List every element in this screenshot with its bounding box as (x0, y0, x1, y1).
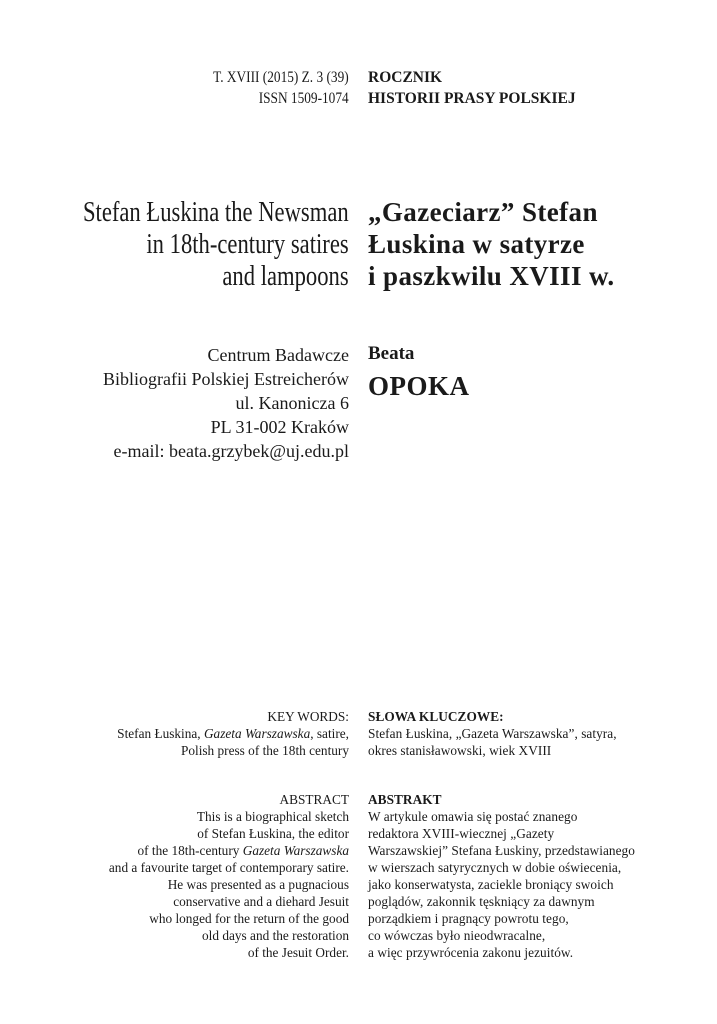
abstract-en-line: of the 18th-century Gazeta Warszawska (137, 843, 349, 858)
volume-number: T. XVIII (2015) Z. 3 (39) (213, 69, 349, 86)
keywords-en-heading: KEY WORDS: (267, 709, 349, 724)
abstract-pl-line: a więc przywrócenia zakonu jezuitów. (368, 945, 574, 960)
issn-number: ISSN 1509-1074 (259, 90, 349, 107)
keywords-pl-line: okres stanisławowski, wiek XVIII (368, 743, 552, 758)
abstract-pl-line: redaktora XVIII-wiecznej „Gazety (368, 826, 555, 841)
affiliation-line: Bibliografii Polskiej Estreicherów (103, 369, 349, 389)
keywords-pl-line: Stefan Łuskina, „Gazeta Warszawska”, satyra, (368, 726, 617, 741)
affiliation-line: PL 31-002 Kraków (210, 417, 349, 437)
author-email: e-mail: beata.grzybek@uj.edu.pl (113, 441, 349, 461)
title-polish (368, 196, 615, 292)
keywords-en-line: Polish press of the 18th century (180, 743, 349, 758)
abstract-en-line: He was presented as a pugnacious (167, 877, 349, 892)
abstract-polish (368, 791, 635, 961)
keywords-polish (368, 708, 617, 759)
abstract-en-line: of the Jesuit Order. (247, 945, 349, 960)
title-en-line: in 18th-century satires (146, 228, 349, 260)
author-first-name: Beata (368, 343, 415, 364)
abstract-en-line: and a favourite target of contemporary satire. (108, 860, 349, 875)
abstract-pl-line: Warszawskiej” Stefana Łuskiny, przedstawianego (368, 843, 635, 858)
abstract-en-heading: ABSTRACT (279, 792, 349, 807)
journal-volume-info (213, 67, 349, 109)
abstract-pl-line: jako konserwatysta, zaciekle broniący swoich (368, 877, 614, 892)
affiliation-line: Centrum Badawcze (207, 345, 349, 365)
abstract-pl-line: w wierszach satyrycznych w dobie oświecenia, (368, 860, 622, 875)
abstract-pl-line: W artykule omawia się postać znanego (368, 809, 578, 824)
abstract-en-line: who longed for the return of the good (149, 911, 349, 926)
affiliation-line: ul. Kanonicza 6 (235, 393, 349, 413)
journal-name (368, 67, 576, 109)
abstract-pl-line: porządkiem i pragnący powrotu tego, (368, 911, 569, 926)
journal-name-line2: HISTORII PRASY POLSKIEJ (368, 90, 576, 107)
abstract-english (109, 791, 349, 961)
abstract-en-line: conservative and a diehard Jesuit (173, 894, 349, 909)
journal-name-line1: ROCZNIK (368, 69, 443, 86)
title-pl-line: Łuskina w satyrze (368, 229, 585, 259)
abstract-pl-line: co wówczas było nieodwracalne, (368, 928, 546, 943)
keywords-en-line: Stefan Łuskina, Gazeta Warszawska, satire, (117, 726, 349, 741)
abstract-en-line: This is a biographical sketch (196, 809, 349, 824)
keywords-english (117, 708, 349, 759)
author-last-name: OPOKA (368, 371, 470, 401)
title-pl-line: „Gazeciarz” Stefan (368, 197, 598, 227)
abstract-pl-line: poglądów, zakonnik tęskniący za dawnym (368, 894, 595, 909)
abstract-en-line: of Stefan Łuskina, the editor (197, 826, 349, 841)
abstract-en-line: old days and the restoration (202, 928, 349, 943)
title-pl-line: i paszkwilu XVIII w. (368, 261, 615, 291)
title-english (83, 196, 349, 292)
abstract-pl-heading: ABSTRAKT (368, 792, 442, 807)
title-en-line: and lampoons (222, 260, 349, 292)
title-en-line: Stefan Łuskina the Newsman (83, 196, 349, 228)
keywords-pl-heading: SŁOWA KLUCZOWE: (368, 709, 504, 724)
author-affiliation (103, 343, 349, 463)
